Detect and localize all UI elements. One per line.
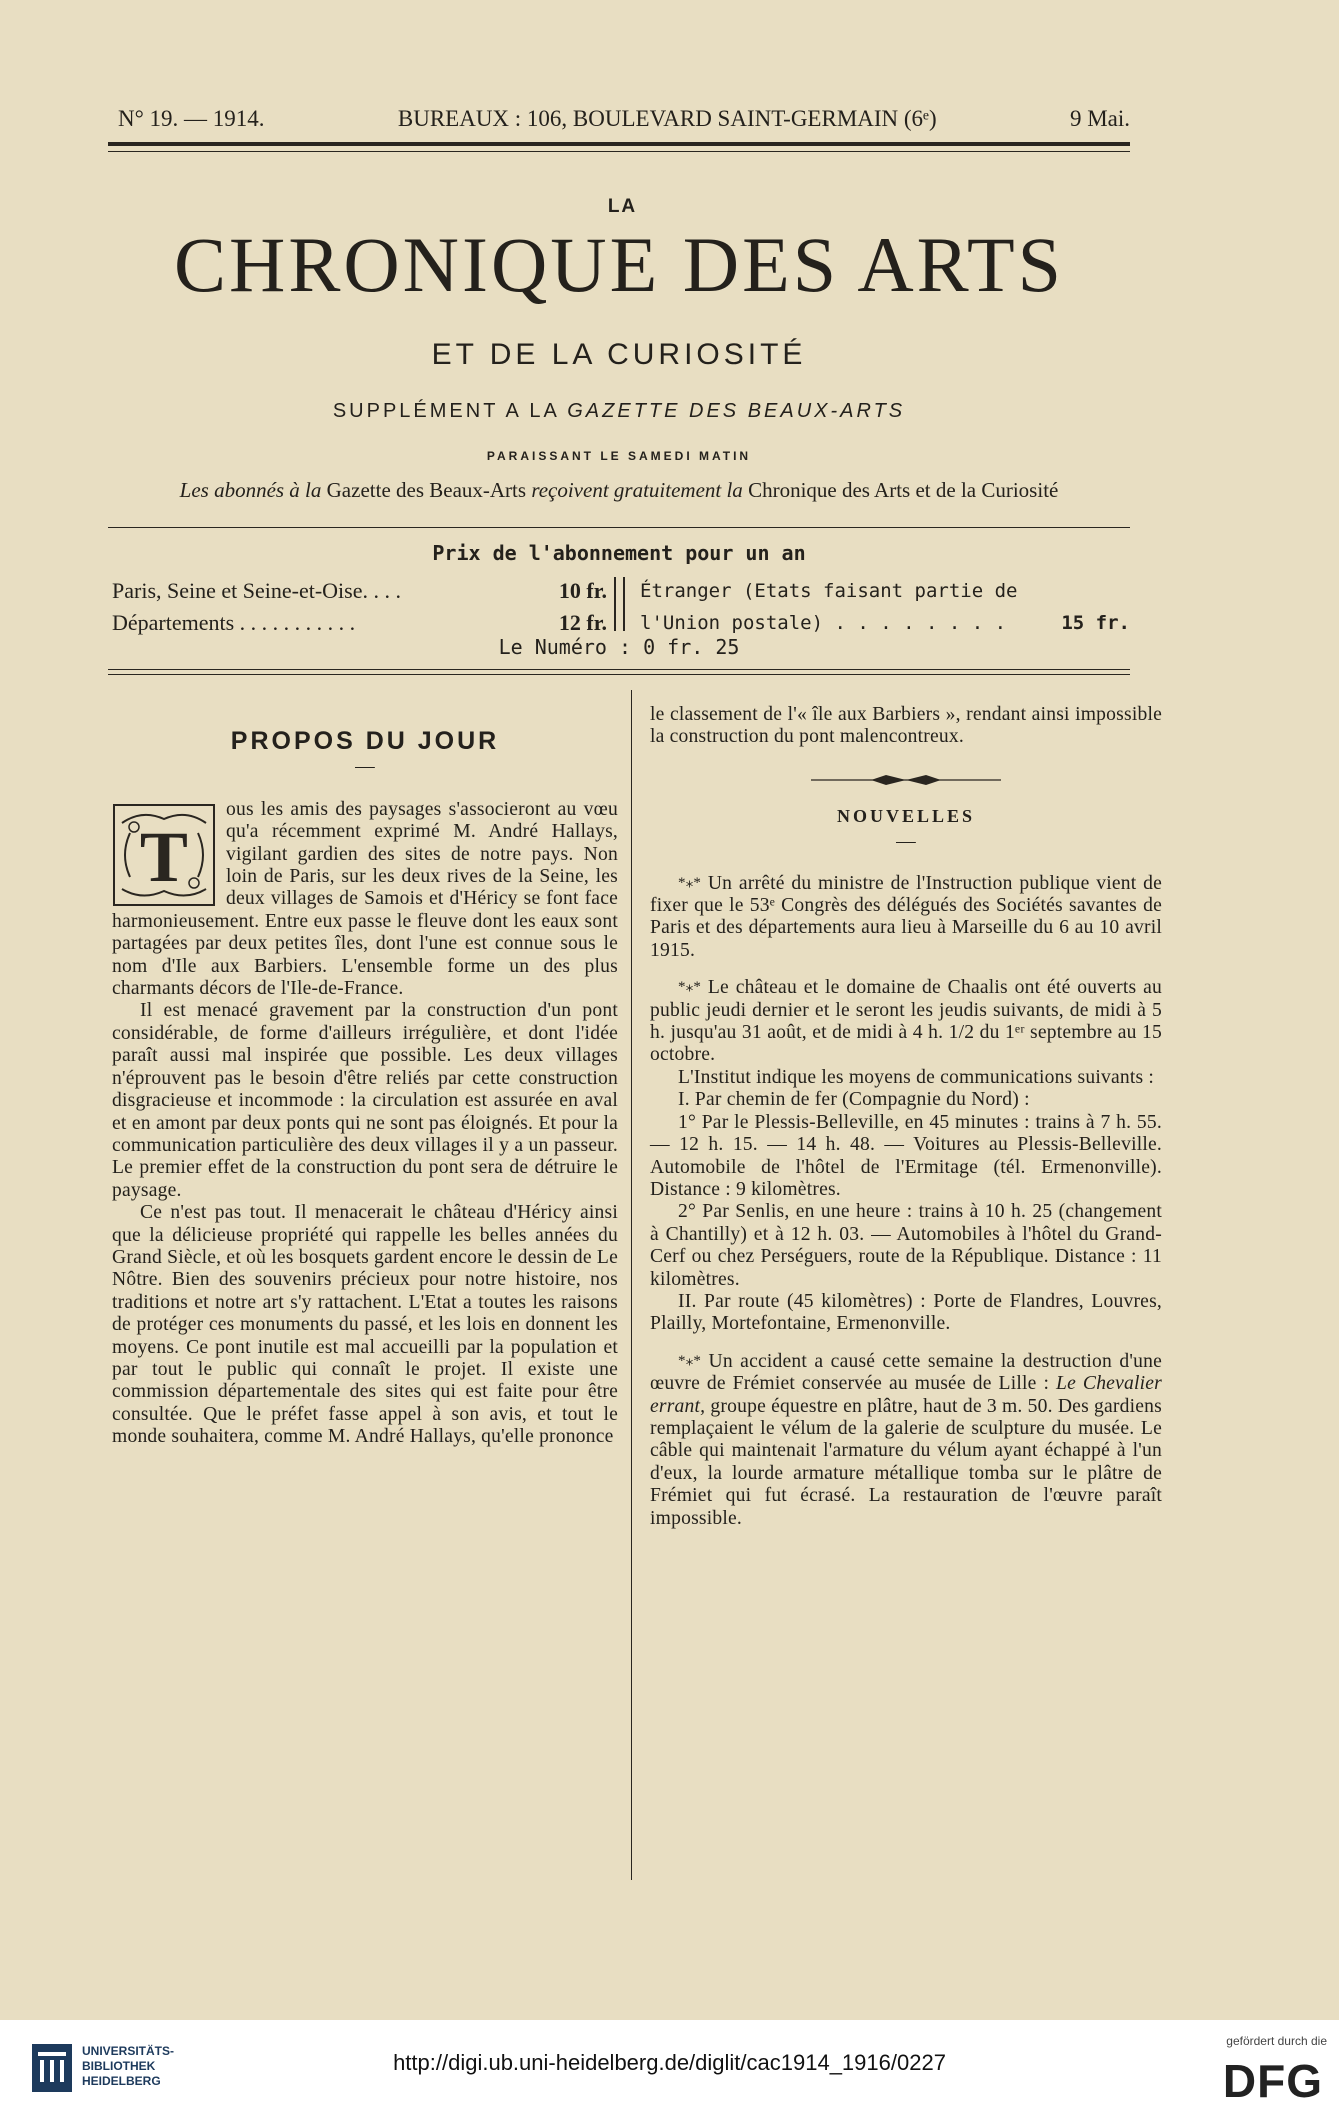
subscription-foreign: Étranger (Etats faisant partie de l'Union postale) . . . . . . . . 15 fr.	[640, 575, 1130, 639]
subscription-title: Prix de l'abonnement pour un an	[432, 541, 806, 565]
gazette-name: GAZETTE DES BEAUX-ARTS	[567, 400, 906, 422]
top-rule	[108, 142, 1130, 146]
single-issue-price: Le Numéro : 0 fr. 25	[498, 635, 740, 659]
page-subtitle: ET DE LA CURIOSITÉ	[431, 338, 807, 371]
paragraph: I. Par chemin de fer (Compagnie du Nord) :	[678, 1089, 1030, 1111]
ornament-divider-icon	[811, 773, 1001, 787]
publication-schedule: PARAISSANT LE SAMEDI MATIN	[486, 449, 752, 463]
paragraph: 2° Par Senlis, en une heure : trains à 10 h. 25 (changement à Chantilly) et à 12 h. 03. — Automobiles à l'hôtel du Grand-Cerf ou chez Perséguers, route de la République. Distance : 11 kilomètres.	[650, 1201, 1162, 1290]
asterism-icon: *⁎*	[678, 1352, 702, 1369]
paragraph: 1° Par le Plessis-Belleville, en 45 minutes : trains à 7 h. 55. — 12 h. 15. — 14 h. 48. — Voitures au Plessis-Belleville. Automobile de l'hôtel de l'Ermitage (tél. Ermenonville). Distance : 9 kilomètres.	[650, 1111, 1162, 1200]
paragraph: Ce n'est pas tout. Il menacerait le château d'Héricy ainsi que la délicieuse propriété qui rappelle les belles années du Grand Siècle, et où les bosquets gardent encore le dessin de Le Nôtre. Bien des souvenirs précieux pour notre histoire, nos traditions et notre art s'y rattachent. L'Etat a toutes les raisons de protéger ces monuments du passé, et les lois en donnent les moyens. Ce pont inutile est mal accueilli par la population et par tout le public qui connaît le projet. Il existe une commission départementale des sites qui est faite pour être consultée. Que le préfet fasse appel à son avis, et tout le monde souhaitera, comme M. André Hallays, qu'elle prononce	[112, 1202, 618, 1448]
page-title: CHRONIQUE DES ARTS	[173, 221, 1065, 308]
news-item: *⁎* Le château et le domaine de Chaalis ont été ouverts au public jeudi dernier et le seront les jeudis suivants, de midi à 5 h. jusqu'au 31 août, et de midi à 4 h. 1/2 du 1ᵉʳ septembre au 15 octobre.	[650, 977, 1162, 1066]
news-item: *⁎* Un arrêté du ministre de l'Instruction publique vient de fixer que le 53ᵉ Congrès des délégués des Sociétés savantes de Paris et des départements aura lieu à Marseille du 6 au 10 avril 1915.	[650, 872, 1162, 961]
funding-label: gefördert durch die	[1226, 2034, 1327, 2048]
section-title: NOUVELLES	[836, 805, 976, 826]
masthead-line	[118, 106, 1130, 132]
asterism-icon: *⁎*	[678, 979, 702, 996]
paragraph: Il est menacé gravement par la construction d'un pont considérable, de forme d'ailleurs irrégulière, et dont l'idée paraît aussi mal inspirée que possible. Les deux villages n'éprouvent pas le besoin d'être reliés par cette construction disgracieuse et incommode : la circulation est assurée en aval et en amont par deux ponts qui ne sont pas éloignés. Et pour la communication particulière des deux villages il y a un passeur. Le premier effet de la construction du pont sera de détruire le paysage.	[112, 1000, 618, 1201]
title-dash: —	[355, 756, 375, 778]
university-library-name: UNIVERSITÄTS- BIBLIOTHEK HEIDELBERG	[82, 2044, 175, 2088]
paragraph: T ous les amis des paysages s'associeront au vœu qu'a récemment exprimé M. André Hallays, vigilant gardien des sites de notre pays. Non loin de Paris, sur les deux rives de la Seine, les deux villages de Samois et d'Héricy se font face harmonieusement. Entre eux passe le fleuve dont les eaux sont partagées par deux petites îles, dont l'une est connue sous le nom d'Ile aux Barbiers. L'ensemble forme un des plus charmants décors de l'Ile-de-France.	[112, 798, 618, 1000]
continuation-paragraph: le classement de l'« île aux Barbiers », rendant ainsi impossible la construction du pont malencontreux.	[650, 704, 1162, 748]
title-article: LA	[607, 196, 638, 217]
column-separator	[631, 690, 632, 1880]
dfg-logo: DFG	[1222, 2055, 1323, 2107]
price-row: Départements . . . . . . . . . . . 12 fr.	[112, 610, 607, 635]
header-rule	[108, 527, 1130, 528]
issue-number: N° 19. — 1914.	[118, 106, 265, 131]
paragraph: II. Par route (45 kilomètres) : Porte de Flandres, Louvres, Plailly, Mortefontaine, Ermenonville.	[650, 1290, 1162, 1335]
price-row: Paris, Seine et Seine-et-Oise. . . . 10 fr.	[112, 578, 607, 603]
artwork-title: Le Chevalier errant,	[650, 1373, 1162, 1417]
ornamental-dropcap-icon	[112, 803, 216, 907]
news-item: *⁎* Un accident a causé cette semaine la destruction d'une œuvre de Frémiet conservée au musée de Lille : Le Chevalier errant, groupe équestre en plâtre, haut de 3 m. 50. Des gardiens remplaçaient le vélum de la galerie de sculpture du musée. Le câble qui maintenait l'armature du vélum ayant échappé à l'un d'eux, la lourde armature métallique tomba sur le plâtre de Frémiet qui fut écrasé. La restauration de l'œuvre paraît impossible.	[650, 1350, 1162, 1529]
article-nouvelles	[650, 704, 1162, 1530]
article-title: PROPOS DU JOUR	[230, 727, 500, 755]
subscription-rule	[108, 669, 1130, 675]
paragraph: L'Institut indique les moyens de communications suivants :	[678, 1066, 1155, 1088]
price-divider	[614, 577, 625, 631]
digitization-footer	[0, 2020, 1339, 2117]
foreign-price: 15 fr.	[1061, 612, 1130, 634]
source-url-link[interactable]: http://digi.ub.uni-heidelberg.de/diglit/cac1914_1916/0227	[393, 2050, 946, 2075]
bureaux-address: BUREAUX : 106, BOULEVARD SAINT-GERMAIN (6ᵉ)	[397, 106, 937, 131]
asterism-icon: *⁎*	[678, 874, 702, 891]
issue-date: 9 Mai.	[1069, 106, 1130, 131]
subscribers-note: Les abonnés à la Gazette des Beaux-Arts reçoivent gratuitement la Chronique des Arts et de la Curiosité	[179, 478, 1059, 502]
article-propos-du-jour	[112, 727, 618, 1449]
supplement-line: SUPPLÉMENT A LA GAZETTE DES BEAUX-ARTS	[332, 400, 906, 422]
top-rule-thin	[108, 151, 1130, 152]
subscription-domestic	[112, 575, 607, 639]
title-dash: —	[896, 831, 916, 853]
svg-text:T: T	[139, 816, 189, 897]
